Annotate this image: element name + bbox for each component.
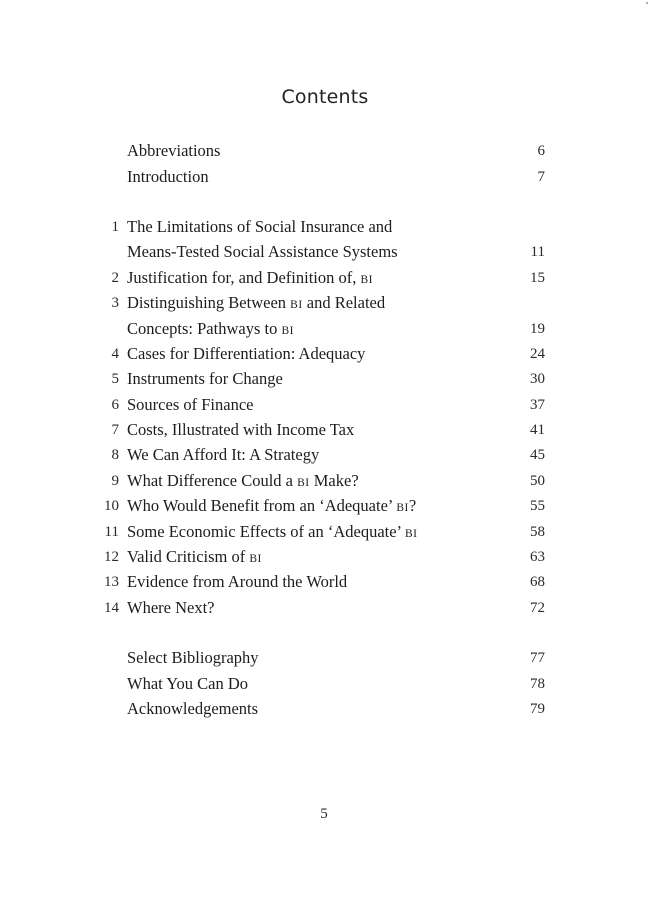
toc-entry-label: Valid Criticism of BI xyxy=(127,547,262,566)
toc-entry-page: 15 xyxy=(530,270,545,286)
toc-entry-page: 19 xyxy=(530,321,545,337)
chapter-number: 14 xyxy=(104,600,119,616)
chapter-number: 13 xyxy=(104,574,119,590)
toc-entry-label: Acknowledgements xyxy=(127,699,259,718)
toc-entry-label: Where Next? xyxy=(127,598,215,617)
toc-entry-label: We Can Afford It: A Strategy xyxy=(127,445,320,464)
toc-entry-label: Introduction xyxy=(127,167,209,186)
page-title: Contents xyxy=(281,86,369,108)
toc-entry-abbreviations[interactable] xyxy=(0,140,660,162)
toc-chapter-5[interactable] xyxy=(0,368,660,390)
toc-entry-label: Instruments for Change xyxy=(127,369,283,388)
toc-entry-introduction[interactable] xyxy=(0,166,660,188)
chapter-number: 7 xyxy=(111,422,119,438)
toc-entry-page: 45 xyxy=(530,447,545,463)
toc-chapter-2[interactable] xyxy=(0,267,660,289)
toc-entry-page: 6 xyxy=(537,143,545,159)
chapter-number: 11 xyxy=(104,524,119,540)
toc-chapter-11[interactable] xyxy=(0,521,660,543)
page-number: 5 xyxy=(320,806,328,822)
toc-entry-label: Abbreviations xyxy=(127,141,221,160)
toc-entry-what-you-can-do[interactable] xyxy=(0,673,660,695)
toc-entry-page: 78 xyxy=(530,676,545,692)
chapter-number: 8 xyxy=(111,447,119,463)
toc-chapter-10[interactable] xyxy=(0,495,660,517)
toc-entry-page: 37 xyxy=(530,397,545,413)
chapter-number: 6 xyxy=(111,397,119,413)
toc-chapter-13[interactable] xyxy=(0,571,660,593)
toc-entry-page: 50 xyxy=(530,473,545,489)
toc-entry-label: Costs, Illustrated with Income Tax xyxy=(127,420,355,439)
chapter-number: 4 xyxy=(111,346,119,362)
chapter-number: 2 xyxy=(111,270,119,286)
toc-entry-page: 72 xyxy=(530,600,545,616)
toc-entry-page: 30 xyxy=(530,371,545,387)
toc-entry-bibliography[interactable] xyxy=(0,647,660,669)
toc-entry-label: Justification for, and Definition of, BI xyxy=(127,268,373,287)
toc-chapter-1-cont[interactable] xyxy=(0,241,660,263)
toc-chapter-7[interactable] xyxy=(0,419,660,441)
toc-entry-label: Select Bibliography xyxy=(127,648,259,667)
toc-entry-page: 11 xyxy=(530,244,545,260)
toc-entry-label: Evidence from Around the World xyxy=(127,572,348,591)
toc-entry-label: The Limitations of Social Insurance and xyxy=(127,217,393,236)
toc-entry-label: Distinguishing Between BI and Related xyxy=(127,293,386,312)
toc-entry-acknowledgements[interactable] xyxy=(0,698,660,720)
toc-chapter-3[interactable] xyxy=(0,292,660,314)
chapter-number: 3 xyxy=(111,295,119,311)
toc-entry-page: 58 xyxy=(530,524,545,540)
toc-entry-label: Cases for Differentiation: Adequacy xyxy=(127,344,366,363)
toc-entry-page: 63 xyxy=(530,549,545,565)
toc-entry-page: 41 xyxy=(530,422,545,438)
chapter-number: 9 xyxy=(111,473,119,489)
toc-chapter-3-cont[interactable] xyxy=(0,318,660,340)
toc-entry-page: 7 xyxy=(537,169,545,185)
toc-entry-page: 79 xyxy=(530,701,545,717)
toc-entry-page: 24 xyxy=(530,346,545,362)
toc-chapter-8[interactable] xyxy=(0,444,660,466)
chapter-number: 5 xyxy=(111,371,119,387)
toc-chapter-6[interactable] xyxy=(0,394,660,416)
chapter-number: 1 xyxy=(111,219,119,235)
toc-chapter-9[interactable] xyxy=(0,470,660,492)
chapter-number: 12 xyxy=(104,549,119,565)
toc-entry-label: Concepts: Pathways to BI xyxy=(127,319,294,338)
toc-entry-label: Some Economic Effects of an ‘Adequate’ BI xyxy=(127,522,418,541)
chapter-number: 10 xyxy=(104,498,119,514)
toc-entry-page: 77 xyxy=(530,650,545,666)
toc-entry-label: Sources of Finance xyxy=(127,395,254,414)
toc-entry-label: Means-Tested Social Assistance Systems xyxy=(127,242,398,261)
corner-mark xyxy=(646,2,648,4)
toc-entry-page: 68 xyxy=(530,574,545,590)
toc-entry-label: What Difference Could a BI Make? xyxy=(127,471,359,490)
toc-chapter-12[interactable] xyxy=(0,546,660,568)
toc-entry-label: What You Can Do xyxy=(127,674,249,693)
toc-chapter-14[interactable] xyxy=(0,597,660,619)
toc-entry-page: 55 xyxy=(530,498,545,514)
toc-entry-label: Who Would Benefit from an ‘Adequate’ BI? xyxy=(127,496,417,515)
toc-chapter-1[interactable] xyxy=(0,216,660,238)
toc-chapter-4[interactable] xyxy=(0,343,660,365)
